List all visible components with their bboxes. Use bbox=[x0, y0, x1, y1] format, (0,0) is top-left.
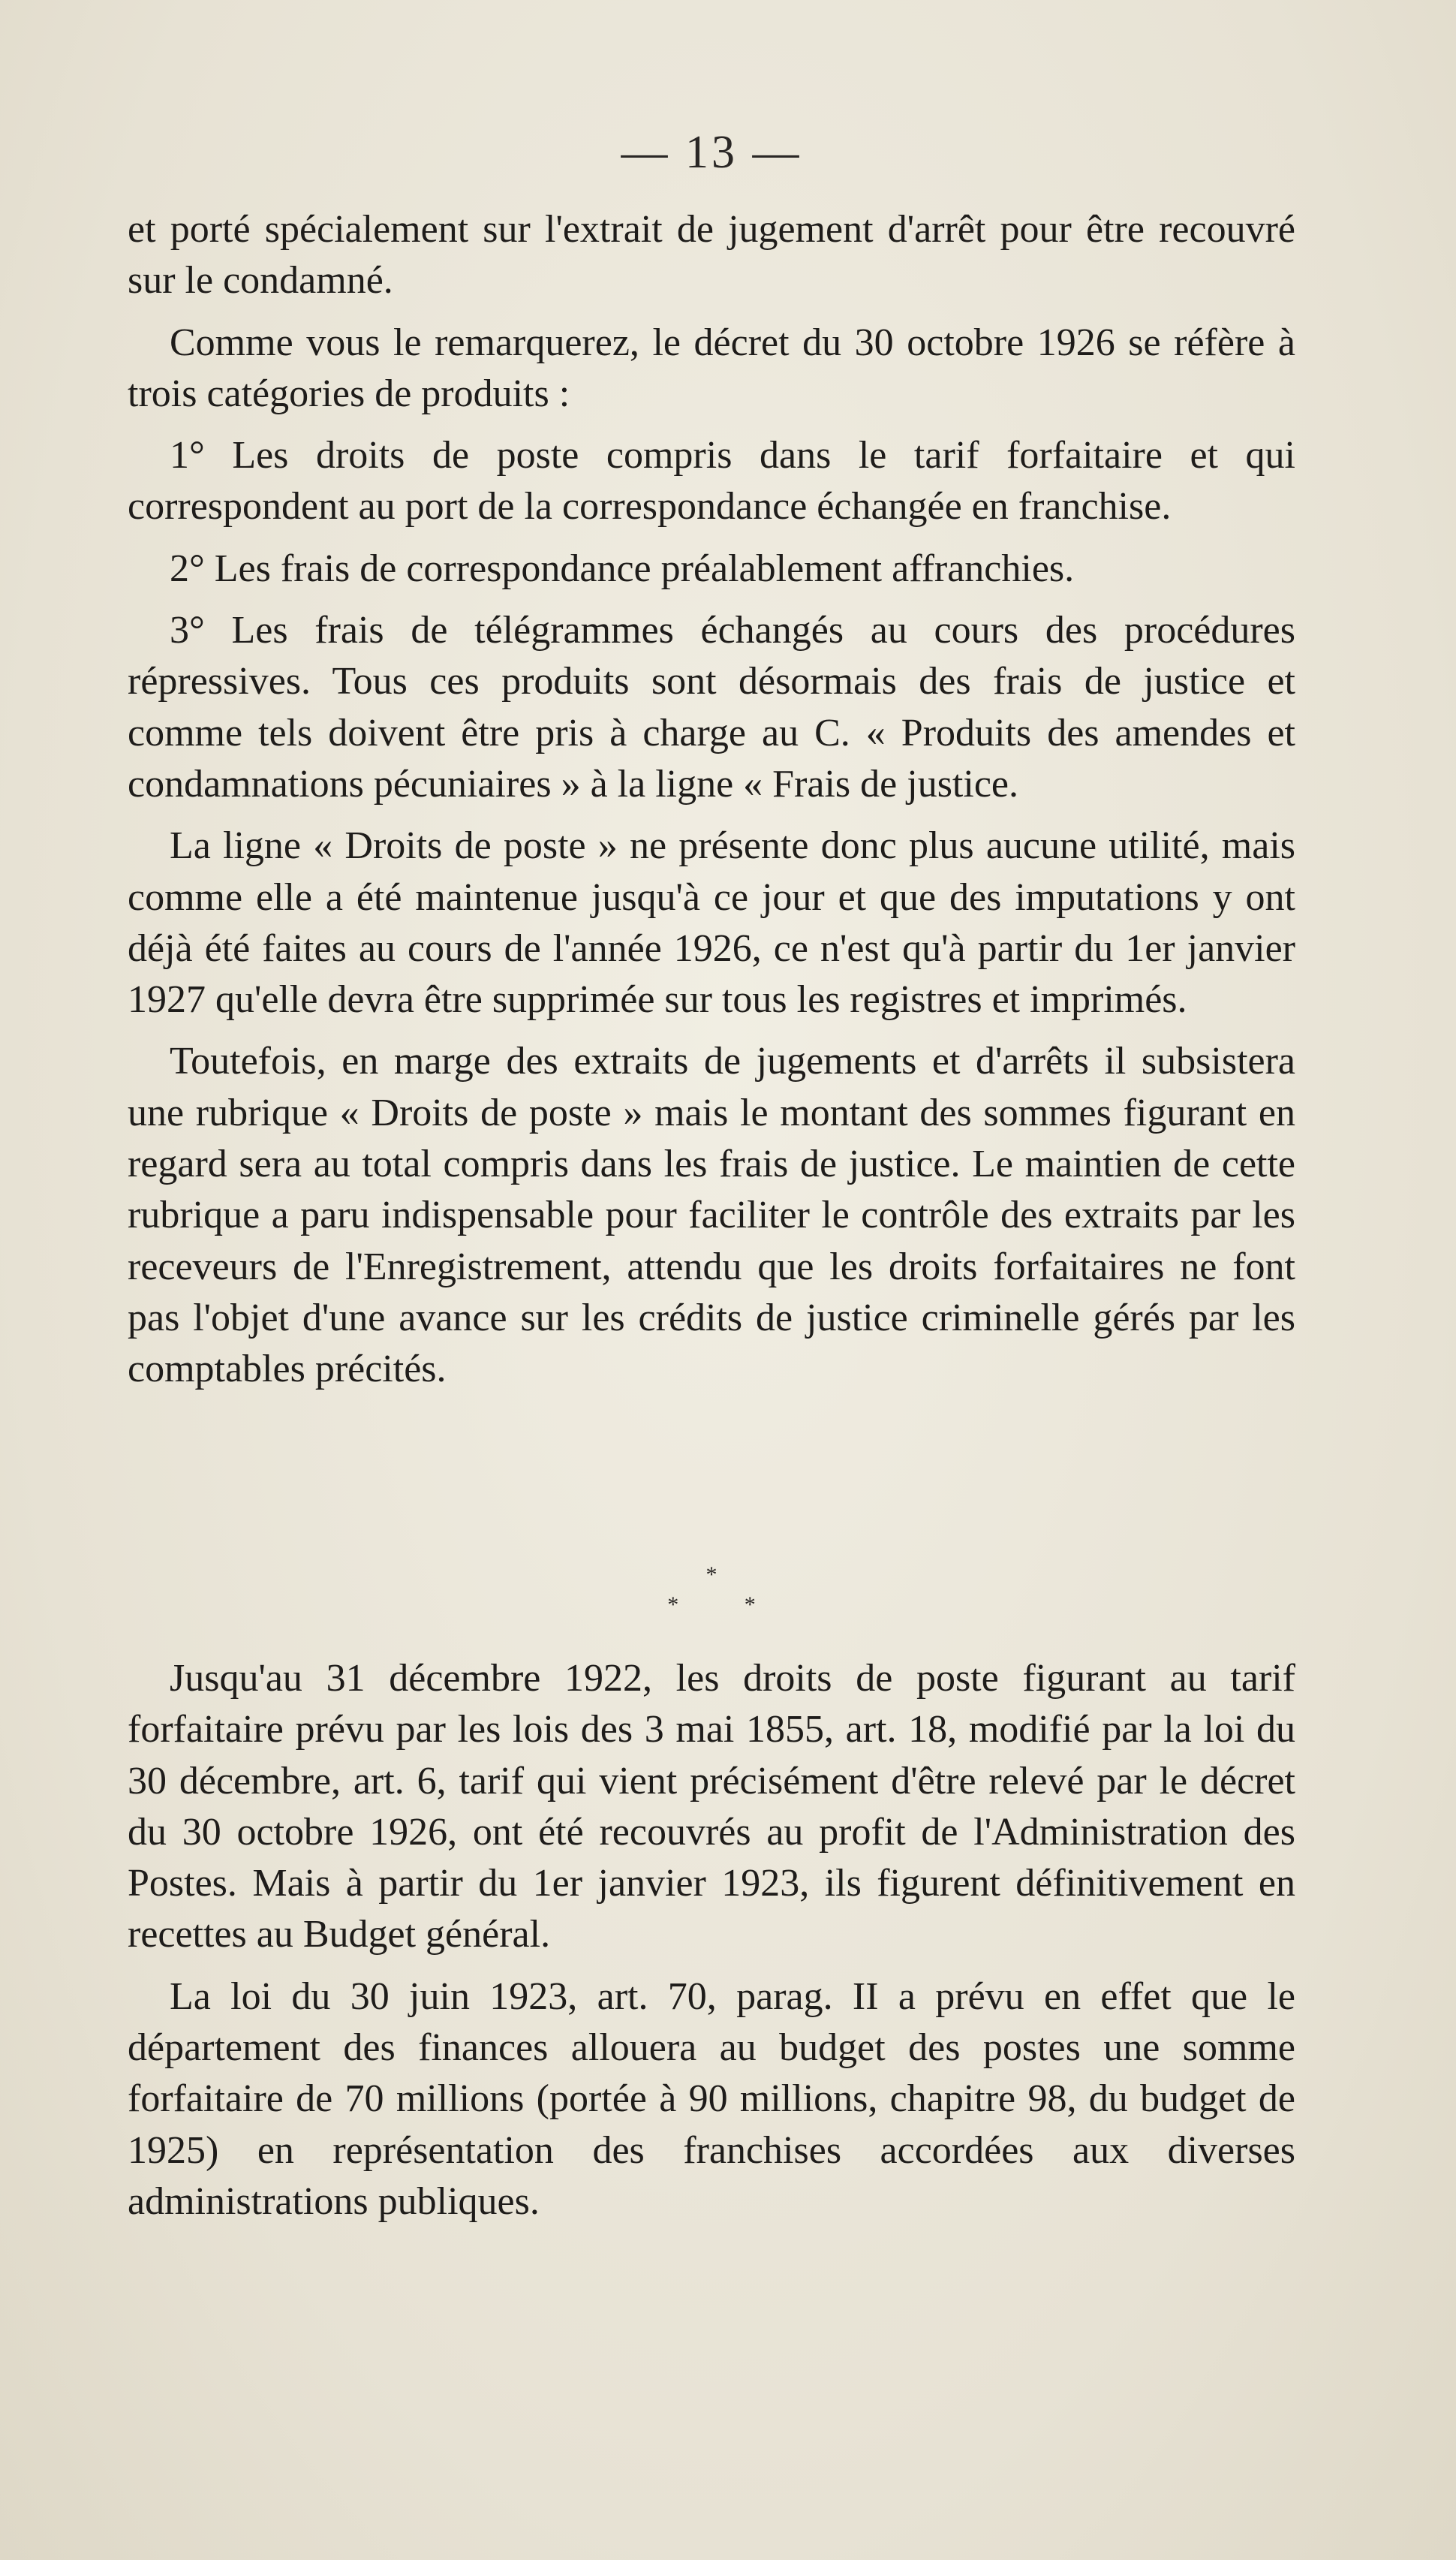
paragraph-toutefois: Toutefois, en marge des extraits de jugements et d'arrêts il subsistera une rubrique « Droits de poste » mais le montant des sommes figurant en regard sera au total compris dans les frais de justice. Le maintien de cette rubrique a paru indispensable pour faciliter le contrôle des extraits par les receveurs de l'Enregistrement, attendu que les droits forfaitaires ne font pas l'objet d'une avance sur les crédits de justice criminelle gérés par les comptables précités. bbox=[128, 1040, 1295, 1391]
paragraph-droits-de-poste: La ligne « Droits de poste » ne présente donc plus aucune utilité, mais comme elle a été maintenue jusqu'à ce jour et que des imputations y ont déjà été faites au cours de l'année 1926, ce n'est qu'à partir du 1er janvier 1927 qu'elle devra être supprimée sur tous les registres et imprimés. bbox=[128, 824, 1295, 1022]
paragraph-continuation: et porté spécialement sur l'extrait de jugement d'arrêt pour être recouvré sur le condamné. bbox=[128, 208, 1295, 303]
paragraph-loi-1923: La loi du 30 juin 1923, art. 70, parag. II a prévu en effet que le département des finances allouera au budget des postes une somme forfaitaire de 70 millions (portée à 90 millions, chapitre 98, du budget de 1925) en représentation des franchises accordées aux diverses administrations publiques. bbox=[128, 1974, 1295, 2223]
page-number: — 13 — bbox=[621, 127, 802, 178]
separator-stars-bottom: * * bbox=[667, 1592, 786, 1617]
text-block-lower bbox=[128, 1653, 1295, 2227]
paragraph-categories-intro: Comme vous le remarquerez, le décret du 30 octobre 1926 se réfère à trois catégories de produits : bbox=[128, 321, 1295, 415]
separator-star-top: * bbox=[705, 1562, 717, 1587]
paragraph-category-2: 2° Les frais de correspondance préalablement affranchies. bbox=[170, 547, 1075, 590]
paragraph-category-1: 1° Les droits de poste compris dans le tarif forfaitaire et qui correspondent au port de la correspondance échangée en franchise. bbox=[128, 434, 1295, 529]
text-block-upper bbox=[128, 204, 1295, 1396]
section-separator bbox=[128, 1564, 1295, 1616]
paragraph-category-3: 3° Les frais de télégrammes échangés au cours des procédures répressives. Tous ces produits sont désormais des frais de justice et comme tels doivent être pris à charge au C. « Produits des amendes et condamnations pécuniaires » à la ligne « Frais de justice. bbox=[128, 609, 1295, 806]
paragraph-jusqu-au-1922: Jusqu'au 31 décembre 1922, les droits de poste figurant au tarif forfaitaire prévu par les lois des 3 mai 1855, art. 18, modifié par la loi du 30 décembre, art. 6, tarif qui vient précisément d'être relevé par le décret du 30 octobre 1926, ont été recouvrés au profit de l'Administration des Postes. Mais à partir du 1er janvier 1923, ils figurent définitivement en recettes au Budget général. bbox=[128, 1657, 1295, 1956]
